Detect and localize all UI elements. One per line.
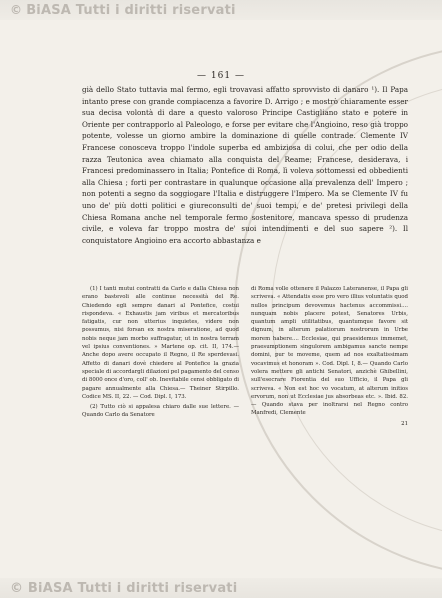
watermark-bottom [0, 578, 442, 598]
watermark-bottom-text: © BiASA Tutti i diritti riservati [10, 580, 238, 596]
body-text [82, 84, 408, 246]
footnote-2-continued: di Roma volle ottenere il Palazzo Lateranense, il Papa gli scriveva. « Attendatis esse pro vero illius voluntatis quod nullos principum devovemus hactenus accommissi.... nunquam nobis placere potest, Senatores Urbis, quantum ampli utilitatibus, quantumque favore sit dignum, in alterum palatiorum nostrorum in Urbe morem habere.... Ecclesiae, qui praesidemus immemet, praesumptionem singulorem ambigamus sancte nempe domini, pur te moveme, quem ad nos exaltatissimam vocavimus et honoram ». Cod. Dipl. I, 8.— Quando Carlo volera mettere gli antichi Senatori, anzichè Ghibellini, sull'esecrare Fiorentia del suo Ufficio, il Papa gli scriveva. « Non est hoc vo vocatum, at alterum initios ervorum, non ut Ecclesiae jus absorbeas etc. ». Ibid. 82.— Quando stava per inoltrarsi nel Regno contro Manfredi, Clemente [251, 286, 408, 417]
body-paragraph: già dello Stato tuttavia mal fermo, egli trovavasi affatto sprovvisto di danaro ¹). Il Papa intanto prese con grande compiacenza a favorire D. Arrigo ; e mostrò chiaramente esser sua decisa volontà di dare a questo valoroso Principe Castigliano stato e potere in Oriente per contrapporlo al Paleologo, e forse per evitare che l'Angioino, reso già troppo potente, volesse un giorno ambire la dominazione di quelle contrade. Clemente IV Francese conosceva troppo l'indole superba ed ambiziosa di colui, che per odio della razza Teutonica avea chiamato alla conquista del Reame; Francese, desiderava, i Francesi predominassero in Italia; Pontefice di Roma, lì voleva sottomessi ed obbedienti alla Chiesa ; forti per contrastare in qualunque occasione alla prevalenza dell' Impero ; non potenti a segno da soggiogare l'Italia e distruggere l'Impero. Ma se Clemente IV fu uno de' più dotti politici e giureconsulti de' suoi tempi, e de' pretesi privilegi della Chiesa Romana anche nel temporale fermo sostenitore, mancava spesso di prudenza civile, e voleva far troppo mostra de' suoi intendimenti e del suo sapere ²). Il conquistatore Angioino era accorto abbastanza e [82, 85, 408, 245]
footnotes-left-column [82, 285, 239, 428]
watermark-top [0, 0, 442, 20]
signature-mark: 21 [401, 420, 408, 427]
footnotes-right-column [251, 285, 408, 428]
watermark-top-text: BiASA Tutti i diritti riservati [26, 2, 236, 18]
footnotes [82, 285, 408, 428]
footnote-1: (1) I tanti mutui contratti da Carlo e dalla Chiesa non erano bastevoli alle continue necessità del Re. Chiedendo egli sempre danari al Pontefice, costui rispondeva. « Exhaustis jam viribus et mercatoribus fatigatis, cur non utterius inquietes, videre non possumus, nisi forsan ex nostra miseratione, ad quod nobis neque jam morbo suffragatur, ut in nostra terram vel ipsius conventiones. » Martene op. cit. II, 174.— Anche dopo avere occupato il Regno, il Re sperdevasi. Affetto di danari dovè chiedere al Pontefice la grazia speciale di accordargli dilazioni pel pagamento del censo di 8000 once d'oro, coll' ob. Inevitabile censi obbligato di pagare annualmente alla Chiesa.— Theiner Stirpillo. Codice MS. II, 22. — Cod. Dipl. I, 173. [82, 286, 239, 400]
footnote-2: (2) Tutto ciò si appalesa chiaro dalle sue lettere. — Quando Carlo da Senatore [82, 404, 239, 419]
page-number: — 161 — [197, 71, 245, 81]
copyright-icon: © [10, 3, 23, 17]
